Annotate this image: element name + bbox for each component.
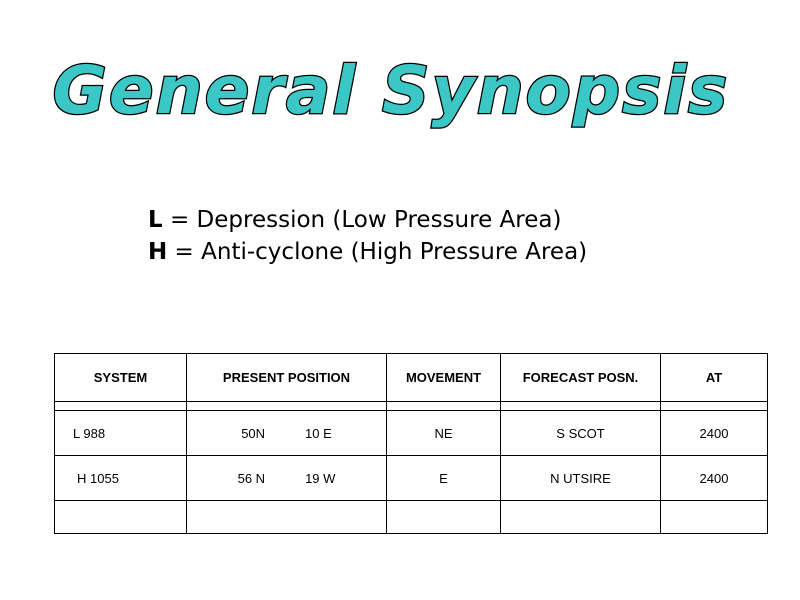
legend-item-low — [148, 204, 587, 236]
cell-system: H 1055 — [55, 456, 187, 501]
cell-movement: NE — [387, 411, 501, 456]
cell-forecast-position: N UTSIRE — [501, 456, 661, 501]
legend — [148, 204, 587, 268]
header-forecast-position: FORECAST POSN. — [501, 354, 661, 402]
cell-longitude: 19 W — [305, 470, 336, 486]
legend-key: H — [148, 239, 168, 265]
header-movement: MOVEMENT — [387, 354, 501, 402]
legend-item-high — [148, 236, 587, 268]
legend-text: = Depression (Low Pressure Area) — [162, 207, 562, 233]
table-row-empty — [55, 501, 768, 534]
cell-movement: E — [387, 456, 501, 501]
cell-latitude: 56 N — [237, 470, 266, 486]
cell-at: 2400 — [661, 456, 768, 501]
table-spacer-row — [55, 402, 768, 411]
cell-latitude: 50N — [241, 425, 266, 441]
legend-text: = Anti-cyclone (High Pressure Area) — [167, 239, 588, 265]
header-system: SYSTEM — [55, 354, 187, 402]
cell-at: 2400 — [661, 411, 768, 456]
header-at: AT — [661, 354, 768, 402]
table-row — [55, 456, 768, 501]
cell-present-position — [187, 456, 387, 501]
legend-key: L — [148, 207, 163, 233]
table-header-row — [55, 354, 768, 402]
header-present-position: PRESENT POSITION — [187, 354, 387, 402]
cell-longitude: 10 E — [305, 425, 332, 441]
table-row — [55, 411, 768, 456]
cell-system: L 988 — [55, 411, 187, 456]
cell-forecast-position: S SCOT — [501, 411, 661, 456]
synopsis-table — [54, 353, 768, 534]
page-title: General Synopsis — [52, 52, 730, 129]
cell-present-position — [187, 411, 387, 456]
